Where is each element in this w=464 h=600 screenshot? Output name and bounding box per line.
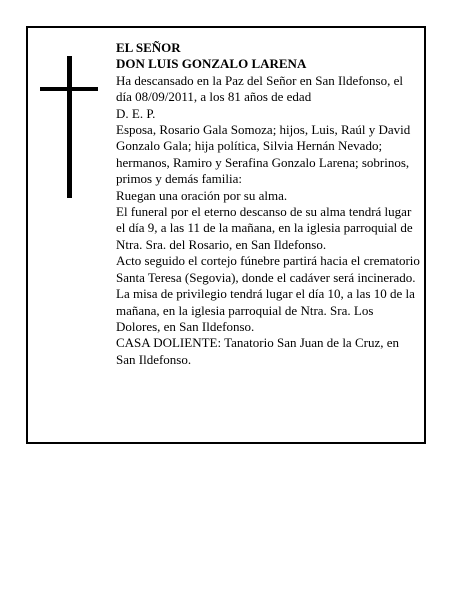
notice-mass-info: La misa de privilegio tendrá lugar el día 10, a las 10 de la mañana, en la iglesia parroquial de Ntra. Sra. Los Dolores, en San Ildefonso.	[116, 286, 415, 334]
notice-deceased-name: DON LUIS GONZALO LARENA	[116, 56, 307, 72]
notice-title-line1: EL SEÑOR	[116, 40, 181, 55]
notice-mourning-house: CASA DOLIENTE: Tanatorio San Juan de la Cruz, en San Ildefonso.	[116, 335, 399, 367]
notice-cortege-info: Acto seguido el cortejo fúnebre partirá hacia el crematorio Santa Teresa (Segovia), donde el cadáver será incinerado.	[116, 253, 420, 285]
notice-funeral-info: El funeral por el eterno descanso de su alma tendrá lugar el día 9, a las 11 de la mañana, en la iglesia parroquial de Ntra. Sra. del Rosario, en San Ildefonso.	[116, 204, 413, 252]
cross-icon	[40, 56, 96, 198]
notice-death-announcement: Ha descansado en la Paz del Señor en San Ildefonso, el día 08/09/2011, a los 81 años de edad	[116, 72, 403, 105]
notice-prayer-request: Ruegan una oración por su alma.	[116, 187, 288, 203]
cross-horizontal-bar	[40, 87, 98, 91]
notice-text	[116, 40, 420, 368]
notice-family-list: Esposa, Rosario Gala Somoza; hijos, Luis, Raúl y David Gonzalo Gala; hija política, Silvia Hernán Nevado; hermanos, Ramiro y Serafina Gonzalo Larena; sobrinos, primos y demás familia:	[116, 122, 411, 187]
notice-rip: D. E. P.	[116, 105, 156, 121]
obituary-notice	[26, 26, 426, 444]
cross-vertical-bar	[67, 56, 72, 198]
